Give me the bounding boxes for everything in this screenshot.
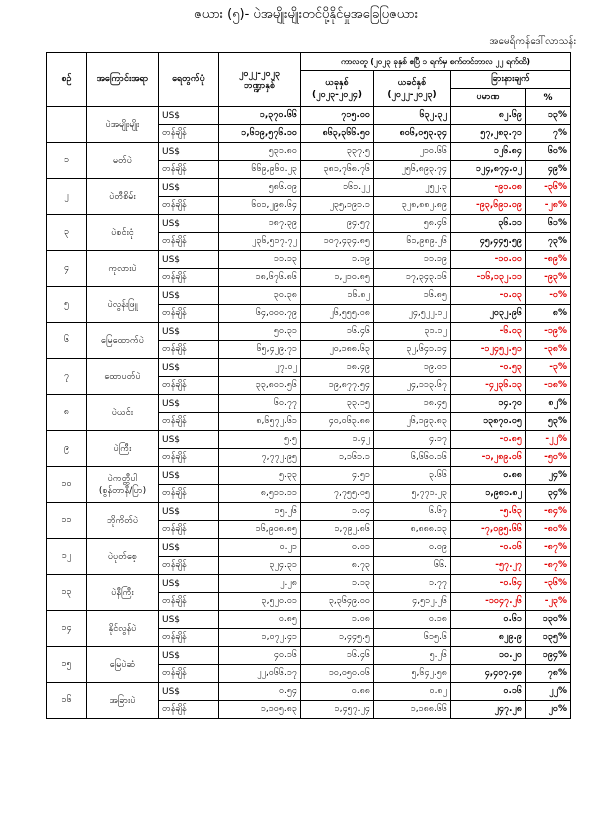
previous-year-value: ၈၀၆,၀၅၃.၃၄ [374,125,451,143]
difference-percent: -၈၇% [526,539,571,557]
difference-amount: -၀.၀၆ [451,539,526,557]
header-fy-years: ၂၀၂၂-၂၀၂၃ [238,68,281,79]
unit-cell: US$ [159,503,219,521]
difference-amount: -၉၁.၀၈ [451,179,526,197]
fy-value: ၆၄,၀၀၀.၇၉ [219,305,301,323]
item-name: ပဲပုတ်စေ့ [87,539,159,575]
fy-value: ၁,၃၇၀.၆၆ [219,107,301,125]
current-year-value: ၁၉,၈၇၇.၅၄ [301,377,374,395]
row-number: ၃ [47,215,87,251]
row-number: ၁၅ [47,647,87,683]
header-cur [374,71,451,107]
row-number: ၁၂ [47,539,87,575]
fy-value: ၅.၃၃ [219,467,301,485]
row-number: ၁၁ [47,503,87,539]
unit-cell: US$ [159,575,219,593]
fy-value: ၁၈,၆၇၆.၈၆ [219,269,301,287]
difference-percent: ၁၃% [526,107,571,125]
previous-year-value: ၄,၅၁၂.၂၆ [374,593,451,611]
unit-cell: US$ [159,683,219,701]
previous-year-value: ၂၁၀.၆၆ [374,143,451,161]
difference-amount: ၁၀.၂၀ [451,647,526,665]
unit-cell: တန်ချိန် [159,269,219,287]
item-name: ပဲနီကြီး [87,575,159,611]
table-row [47,287,571,305]
previous-year-value: ၁၆.၈၅ [374,287,451,305]
row-number: ၅ [47,287,87,323]
fy-value: ၆၆၉,၉၆၀.၂၃ [219,161,301,179]
unit-cell: တန်ချိန် [159,701,219,719]
unit-cell: တန်ချိန် [159,341,219,359]
difference-percent: ၇% [526,125,571,143]
unit-cell: US$ [159,179,219,197]
current-year-value: ၁၀၇,၄၃၄.၈၅ [301,233,374,251]
header-no: စဉ် [47,53,87,107]
item-name: မြေပဲဆံ [87,647,159,683]
fy-value: ၄၀.၁၆ [219,647,301,665]
fy-value: ၅၀.၃၁ [219,323,301,341]
current-year-value: ၁၀,၀၅၀.၀၆ [301,665,374,683]
previous-year-value: ၂၄,၅၂၂.၁၂ [374,305,451,323]
item-name: ပဲလွန်းဖြူ [87,287,159,323]
unit-cell: US$ [159,647,219,665]
header-prev-years: (၂၀၂၃-၂၀၂၄) [312,89,362,100]
previous-year-value: ၂၆,၁၉၃.၈၃ [374,413,451,431]
item-name: ထောပတ်ပဲ [87,359,159,395]
fy-value: ၂၃၆,၅၁၇.၇၂ [219,233,301,251]
item-name: ဘိုကိတ်ပဲ [87,503,159,539]
difference-amount: -၄၂၃၆.၁၃ [451,377,526,395]
difference-percent: ၇၈% [526,665,571,683]
difference-percent: -၂၈% [526,197,571,215]
unit-cell: တန်ချိန် [159,377,219,395]
difference-amount: ၁၂၄,၈၇၄.၀၂ [451,161,526,179]
table-row [47,611,571,629]
difference-percent: -၈၄% [526,503,571,521]
difference-percent: ၂၂% [526,683,571,701]
difference-amount: -၁၀.၀၀ [451,251,526,269]
previous-year-value: ၅၈.၄၆ [374,215,451,233]
fy-value: ၀.၂၁ [219,539,301,557]
fy-value: ၅.၅ [219,431,301,449]
difference-percent: ၁၉၄% [526,647,571,665]
difference-percent: ၁၃၀% [526,611,571,629]
difference-percent: -၃၈% [526,341,571,359]
difference-percent: -၈၇% [526,557,571,575]
fy-value: ၅၃၁.၈၀ [219,143,301,161]
previous-year-value: ၈,၈၈၈.၁၃ [374,521,451,539]
current-year-value: ၃၃.၁၅ [301,395,374,413]
table-row [47,431,571,449]
unit-cell: တန်ချိန် [159,305,219,323]
row-number: ၈ [47,395,87,431]
current-year-value: ၉၄.၅၇ [301,215,374,233]
unit-cell: US$ [159,107,219,125]
table-row [47,395,571,413]
previous-year-value: ၅,၇၇၁.၂၃ [374,485,451,503]
previous-year-value: ၃၂,၆၄၁.၁၄ [374,341,451,359]
header-item: အကြောင်းအရာ [87,53,159,107]
unit-cell: US$ [159,611,219,629]
difference-amount: ၅၇,၂၈၃.၇၁ [451,125,526,143]
current-year-value: ၂၃၅,၁၉၁.၁ [301,197,374,215]
current-year-value: ၁၆၁.၂၂ [301,179,374,197]
previous-year-value: ၃.၆၆ [374,467,451,485]
row-number: ၂ [47,179,87,215]
difference-amount: ၈၂.၆၉ [451,107,526,125]
item-name: မတ်ပဲ [87,143,159,179]
unit-cell: တန်ချိန် [159,521,219,539]
header-cur-years: (၂၀၂၂-၂၀၂၃) [387,89,437,100]
fy-value: ၁၆,၉၀၈.၈၅ [219,521,301,539]
previous-year-value: ၁,၁၈၈.၆၆ [374,701,451,719]
unit-cell: တန်ချိန် [159,665,219,683]
difference-percent: -၃% [526,359,571,377]
current-year-value: ၁.၁၃ [301,575,374,593]
fy-value: ၁၈၇.၃၉ [219,215,301,233]
current-year-value: ၇၁၅.၀၀ [301,107,374,125]
row-number: ၁၆ [47,683,87,719]
difference-amount: -၇,၀၉၅.၆၆ [451,521,526,539]
header-fy [219,53,301,107]
difference-percent: ၃၄% [526,485,571,503]
item-name: ပဲအမျိုးမျိုး [87,107,159,143]
table-title: ဇယား (၅)- ပဲအမျိုးမျိုးတင်ပို့နိုင်မှုအခြေပြဇယား [193,7,419,22]
table-row [47,503,571,521]
unit-cell: US$ [159,323,219,341]
row-number: ၁၀ [47,467,87,503]
unit-note: အမေရိကန်ဒေါ်လာသန်း [489,36,576,47]
unit-cell: တန်ချိန် [159,629,219,647]
unit-cell: တန်ချိန် [159,125,219,143]
previous-year-value: ၂၅၆,၈၉၃.၇၄ [374,161,451,179]
difference-amount: -၉၃,၆၉၁.၀၉ [451,197,526,215]
row-number: ၄ [47,251,87,287]
previous-year-value: ၆၁၅.၆ [374,629,451,647]
current-year-value: ၁,၁၆၁.၁ [301,449,374,467]
difference-amount: -၀.၈၅ [451,431,526,449]
fy-value: ၈,၆၅၇၂.၆၁ [219,413,301,431]
fy-value: ၃၂၄.၃၁ [219,557,301,575]
fy-value: ၃,၅၂၀.၀၁ [219,593,301,611]
previous-year-value: ၅,၆၄၂.၅၈ [374,665,451,683]
difference-percent: -၂၂% [526,431,571,449]
unit-cell: တန်ချိန် [159,197,219,215]
current-year-value: ၇,၇၅၅.၀၅ [301,485,374,503]
current-year-value: ၁.၄၂ [301,431,374,449]
header-fy-sub: ဘဏ္ဍာနှစ် [243,80,276,91]
item-name: နိုင်လွန်ပဲ [87,611,159,647]
difference-amount: ၀.၈၈ [451,467,526,485]
difference-percent: -၈၀% [526,521,571,539]
table-row [47,683,571,701]
unit-cell: တန်ချိန် [159,161,219,179]
unit-cell: US$ [159,251,219,269]
table-row [47,323,571,341]
previous-year-value: ၀.၀၉ [374,539,451,557]
difference-amount: -၀.၅၃ [451,359,526,377]
current-year-value: ၁.၁၉ [301,251,374,269]
table-body [47,107,571,719]
unit-cell: US$ [159,431,219,449]
current-year-value: ၀.၈၈ [301,683,374,701]
difference-percent: -၁၉% [526,323,571,341]
difference-percent: -၈၉% [526,251,571,269]
export-table [46,52,571,719]
header-unit: ရေတွက်ပုံ [159,53,219,107]
difference-amount: ၈၂၉.၉ [451,629,526,647]
difference-percent: -၃၆% [526,179,571,197]
current-year-value: ၁,၄၅၇.၂၄ [301,701,374,719]
unit-cell: တန်ချိန် [159,233,219,251]
previous-year-value: ၆၆. [374,557,451,575]
previous-year-value: ၁၁.၁၉ [374,251,451,269]
difference-amount: -၁၂၄၅၂.၅၁ [451,341,526,359]
previous-year-value: ၄.၁၇ [374,431,451,449]
fy-value: ၀.၈၅ [219,611,301,629]
row-number: ၁ [47,143,87,179]
current-year-value: ၁၆.၄၆ [301,323,374,341]
difference-amount: -၅.၆၃ [451,503,526,521]
table-row [47,575,571,593]
current-year-value: ၄.၅၁ [301,467,374,485]
header-cur-label: ယခင်နှစ် [397,77,427,88]
previous-year-value: ၀.၁၈ [374,611,451,629]
row-number: ၁၄ [47,611,87,647]
difference-percent: ၇၃% [526,233,571,251]
difference-percent: ၁၃၅% [526,629,571,647]
table-row [47,251,571,269]
previous-year-value: ၅.၂၆ [374,647,451,665]
current-year-value: ၁,၄၄၅.၅ [301,629,374,647]
table-row [47,359,571,377]
item-name: ပဲတီစိမ်း [87,179,159,215]
header-period: ကာလတူ (၂၀၂၃ ခုနှစ် ဧပြီ ၁ ရက်မှ စက်တင်ဘာလ ၂၂ ရက်ထိ) [301,53,571,71]
item-name: ကုလားပဲ [87,251,159,287]
previous-year-value: ၆၃၂.၃၂ [374,107,451,125]
current-year-value: ၁၆.၈၂ [301,287,374,305]
row-number: ၁၃ [47,575,87,611]
fy-value: ၀.၅၄ [219,683,301,701]
row-number [47,107,87,143]
current-year-value: ၃၈၁,၇၆၈.၇၆ [301,161,374,179]
current-year-value: ၁၆.၄၆ [301,647,374,665]
difference-amount: ၄,၄၀၇.၄၈ [451,665,526,683]
previous-year-value: ၂၄,၁၁၃.၆၇ [374,377,451,395]
previous-year-value: ၁၇,၃၄၃.၁၆ [374,269,451,287]
previous-year-value: ၆၁,၉၈၉.၂၆ [374,233,451,251]
current-year-value: ၈၆၃,၃၆၆.၅၀ [301,125,374,143]
difference-percent: ၆၁% [526,215,571,233]
difference-percent: -၅၀% [526,449,571,467]
unit-cell: US$ [159,215,219,233]
previous-year-value: ၃၂၈,၈၈၂.၈၉ [374,197,451,215]
item-name: ပဲယင်း [87,395,159,431]
item-name: ပဲကြီး [87,431,159,467]
difference-amount: ၁၂၆.၈၄ [451,143,526,161]
fy-value: ၆၀.၇၇ [219,395,301,413]
unit-cell: US$ [159,359,219,377]
row-number: ၆ [47,323,87,359]
row-number: ၇ [47,359,87,395]
previous-year-value: ၃၁.၁၂ [374,323,451,341]
previous-year-value: ၁၉.၀၁ [374,359,451,377]
difference-amount: ၀.၁၆ [451,683,526,701]
fy-value: ၅၈၆.၀၉ [219,179,301,197]
current-year-value: ၃၃၇.၅ [301,143,374,161]
fy-value: ၂၇.၀၂ [219,359,301,377]
header-prev-label: ယခုနှစ် [325,77,349,88]
header-amount: ပမာဏ [451,89,526,107]
unit-cell: US$ [159,143,219,161]
difference-amount: ၁၄.၇၀ [451,395,526,413]
fy-value: ၈,၅၁၁.၁၁ [219,485,301,503]
difference-amount: -၁,၂၈၉.၀၆ [451,449,526,467]
current-year-value: ၁.၀၈ [301,611,374,629]
difference-amount: ၂၀၃၂.၉၆ [451,305,526,323]
difference-amount: -၆.၀၃ [451,323,526,341]
current-year-value: ၂၀,၁၈၈.၆၃ [301,341,374,359]
difference-percent: -၀% [526,287,571,305]
current-year-value: ၀.၀၁ [301,539,374,557]
table-row [47,179,571,197]
table-row [47,143,571,161]
table-row [47,647,571,665]
previous-year-value: ၆.၆၇ [374,503,451,521]
previous-year-value: ၂၅၂.၃ [374,179,451,197]
header-prev [301,71,374,107]
header-diff: ခြားနားချက် [451,71,571,89]
current-year-value: ၃,၃၆၄၉.၀၀ [301,593,374,611]
difference-percent: -၁၈% [526,377,571,395]
table-row [47,215,571,233]
table-row [47,467,571,485]
unit-cell: တန်ချိန် [159,485,219,503]
fy-value: ၆၅,၄၂၉.၇၁ [219,341,301,359]
difference-amount: ၃၆.၁၁ [451,215,526,233]
previous-year-value: ၁.၇၇ [374,575,451,593]
difference-amount: -၁၆,၁၃၂.၁၁ [451,269,526,287]
item-name: ပဲစင်းငုံ [87,215,159,251]
fy-value: ၆၀၁,၂၉၈.၆၄ [219,197,301,215]
current-year-value: ၄၀,၀၆၃.၈၈ [301,413,374,431]
difference-percent: ၈၂% [526,395,571,413]
difference-percent: -၃၆% [526,575,571,593]
table-row [47,539,571,557]
difference-amount: ၄၅,၄၄၅.၅၉ [451,233,526,251]
difference-amount: -၀.၆၄ [451,575,526,593]
difference-percent: ၄၉% [526,161,571,179]
unit-cell: US$ [159,467,219,485]
difference-amount: -၀.၀၃ [451,287,526,305]
unit-cell: တန်ချိန် [159,449,219,467]
current-year-value: ၈.၇၃ [301,557,374,575]
unit-cell: US$ [159,539,219,557]
current-year-value: ၂၆,၅၅၅.၀၈ [301,305,374,323]
difference-amount: ၀.၆၁ [451,611,526,629]
current-year-value: ၁.၀၄ [301,503,374,521]
fy-value: ၇,၇၇၂.၉၅ [219,449,301,467]
fy-value: ၃၀.၃၈ [219,287,301,305]
fy-value: ၁၁.၁၃ [219,251,301,269]
previous-year-value: ၀.၈၂ [374,683,451,701]
difference-percent: ၂၀% [526,701,571,719]
table-row [47,107,571,125]
difference-percent: -၉၃% [526,269,571,287]
unit-cell: တန်ချိန် [159,413,219,431]
unit-cell: တန်ချိန် [159,557,219,575]
difference-percent: ၈% [526,305,571,323]
fy-value: ၂၂,၀၆၆.၁၇ [219,665,301,683]
fy-value: ၃၃,၈၀၁.၅၆ [219,377,301,395]
item-name: အခြားပဲ [87,683,159,719]
fy-value: ၁,၀၇၂.၄၁ [219,629,301,647]
difference-amount: -၁၀၄၇.၂၆ [451,593,526,611]
fy-value: ၁၅.၂၆ [219,503,301,521]
current-year-value: ၁,၇၉၂.၈၆ [301,521,374,539]
header-pct: % [526,89,571,107]
current-year-value: ၁,၂၁၀.၈၅ [301,269,374,287]
difference-amount: -၅၇.၂၇ [451,557,526,575]
item-name: မြေထောက်ပဲ [87,323,159,359]
item-name: ပဲကတ္တီပါ (စွန်တာနီ/ပြာ) [87,467,159,503]
current-year-value: ၁၈.၄၉ [301,359,374,377]
fy-value: ၂.၂၈ [219,575,301,593]
difference-amount: ၂၄၇.၂၈ [451,701,526,719]
difference-amount: ၁,၉၈၁.၈၂ [451,485,526,503]
unit-cell: တန်ချိန် [159,593,219,611]
row-number: ၉ [47,431,87,467]
fy-value: ၁,၆၁၉,၅၇၆.၁၀ [219,125,301,143]
difference-amount: ၁၃၈၇၀.၀၅ [451,413,526,431]
difference-percent: ၂၄% [526,467,571,485]
difference-percent: ၆၀% [526,143,571,161]
fy-value: ၁,၁၀၅.၈၃ [219,701,301,719]
difference-percent: ၅၃% [526,413,571,431]
previous-year-value: ၆,၆၆၀.၁၆ [374,449,451,467]
unit-cell: US$ [159,287,219,305]
previous-year-value: ၁၈.၄၅ [374,395,451,413]
difference-percent: -၂၃% [526,593,571,611]
unit-cell: US$ [159,395,219,413]
